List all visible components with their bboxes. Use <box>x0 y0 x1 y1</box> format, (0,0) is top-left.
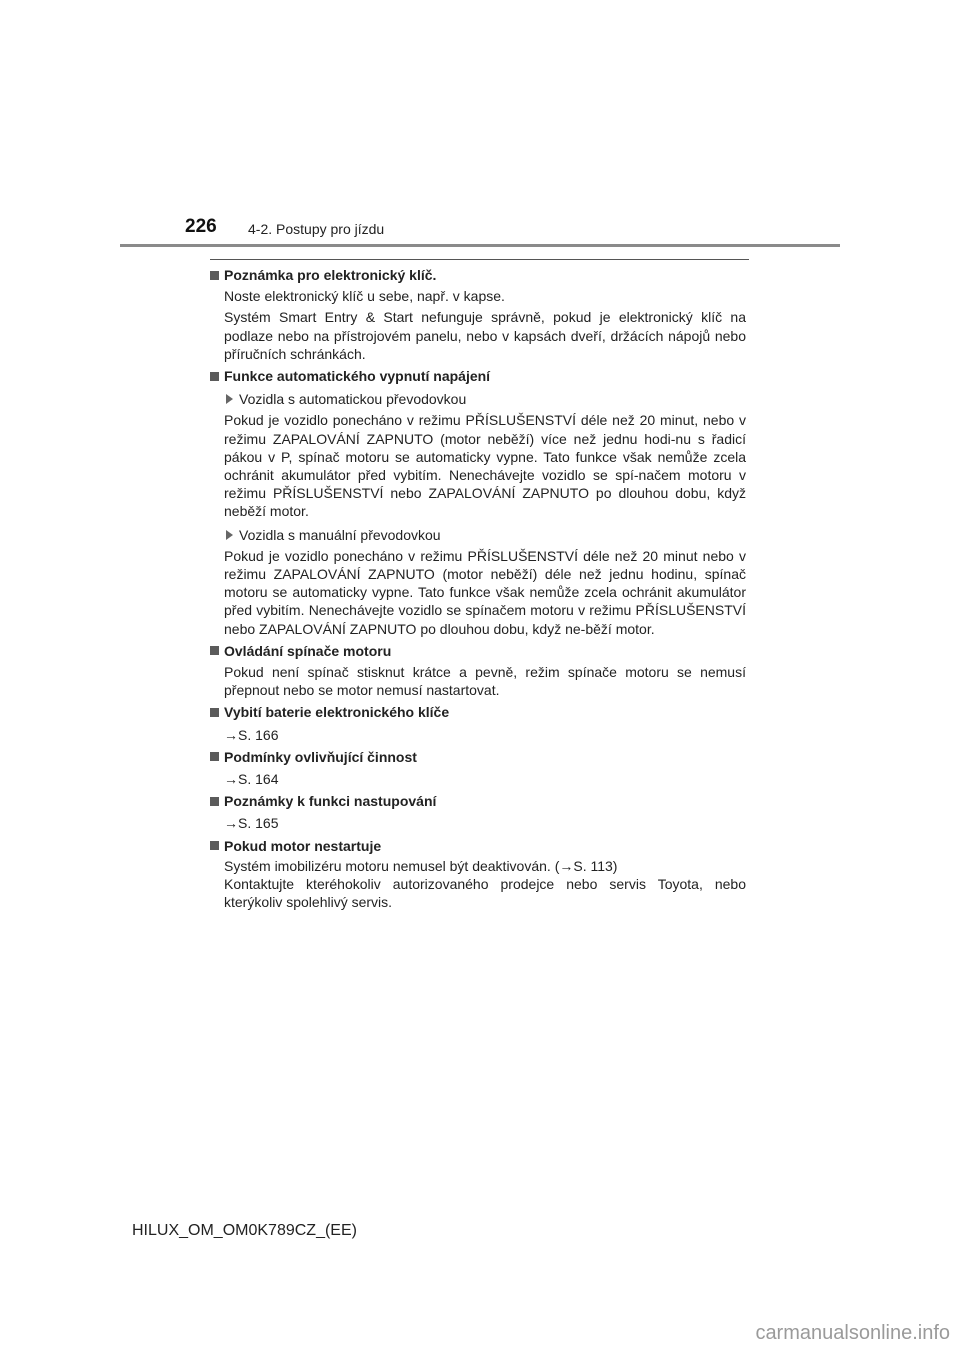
square-bullet-icon <box>210 646 219 655</box>
item-heading <box>210 642 746 660</box>
triangle-bullet-icon <box>226 394 233 404</box>
sub-heading <box>224 526 746 544</box>
paragraph: Systém Smart Entry & Start nefunguje správně, pokud je elektronický klíč na podlaze nebo na přístrojovém panelu, nebo v kapsách dveří, držácích nápojů nebo příručních schránkách. <box>224 309 746 362</box>
square-bullet-icon <box>210 797 219 806</box>
square-bullet-icon <box>210 841 219 850</box>
item-heading-text: Funkce automatického vypnutí napájení <box>224 368 491 385</box>
content-top-rule <box>210 259 749 260</box>
item-heading <box>210 837 746 855</box>
section-title: 4-2. Postupy pro jízdu <box>248 221 385 237</box>
item-heading-text: Pokud motor nestartuje <box>224 837 382 854</box>
sub-heading-text: Vozidla s automatickou převodovkou <box>239 391 467 408</box>
square-bullet-icon <box>210 708 219 717</box>
square-bullet-icon <box>210 372 219 381</box>
paragraph: Pokud je vozidlo ponecháno v režimu PŘÍSLUŠENSTVÍ déle než 20 minut, nebo v režimu ZAPALOVÁNÍ ZAPNUTO (motor neběží) více než jednu hodi-nu s řadicí pákou v P, spínač motoru se automaticky vypne. Tato funkce však nemůže zcela ochránit akumulátor před vybitím. Nenechávejte vozidlo se spí-načem motoru v režimu PŘÍSLUŠENSTVÍ nebo ZAPALOVÁNÍ ZAPNUTO po dlouhou dobu, když neběží motor. <box>224 412 746 520</box>
item-heading <box>210 703 746 721</box>
square-bullet-icon <box>210 752 219 761</box>
item-heading-text: Vybití baterie elektronického klíče <box>224 704 450 721</box>
paragraph: Pokud je vozidlo ponecháno v režimu PŘÍSLUŠENSTVÍ déle než 20 minut nebo v režimu ZAPALOVÁNÍ ZAPNUTO (motor neběží) déle než jednu hodinu, spínač motoru se automaticky vypne. Tato funkce však nemůže zcela ochránit akumulátor před vybitím. Nenechávejte vozidlo se spínačem motoru v režimu PŘÍSLUŠENSTVÍ nebo ZAPALOVÁNÍ ZAPNUTO po dlouhou dobu, když ne-běží motor. <box>224 547 746 637</box>
page-number: 226 <box>185 216 217 237</box>
item-heading <box>210 367 746 385</box>
square-bullet-icon <box>210 271 219 280</box>
page-reference: →S. 166 <box>224 726 279 743</box>
watermark: carmanualsonline.info <box>755 1322 950 1344</box>
item-heading-text: Poznámky k funkci nastupování <box>224 793 437 810</box>
page-reference: →S. 165 <box>224 815 279 832</box>
sub-heading <box>224 390 746 408</box>
item-heading-text: Podmínky ovlivňující činnost <box>224 748 417 765</box>
item-heading-text: Poznámka pro elektronický klíč. <box>224 267 437 283</box>
sub-heading-text: Vozidla s manuální převodovkou <box>239 526 441 543</box>
manual-code-footer: HILUX_OM_OM0K789CZ_(EE) <box>132 1222 357 1239</box>
paragraph: Noste elektronický klíč u sebe, např. v kapse. <box>224 288 505 305</box>
triangle-bullet-icon <box>226 530 233 540</box>
header-rule <box>120 244 840 247</box>
item-heading-text: Ovládání spínače motoru <box>224 642 392 659</box>
page-reference: →S. 164 <box>224 771 279 788</box>
paragraph: Systém imobilizéru motoru nemusel být deaktivován. (→S. 113) <box>224 857 618 874</box>
paragraph: Kontaktujte kteréhokoliv autorizovaného prodejce nebo servis Toyota, nebo kterýkoliv spolehlivý servis. <box>224 876 746 911</box>
item-heading <box>210 748 746 766</box>
item-heading <box>210 266 746 284</box>
content-body <box>210 266 746 912</box>
item-heading <box>210 792 746 810</box>
paragraph: Pokud není spínač stisknut krátce a pevně, režim spínače motoru se nemusí přepnout nebo se motor nemusí nastartovat. <box>224 664 746 699</box>
